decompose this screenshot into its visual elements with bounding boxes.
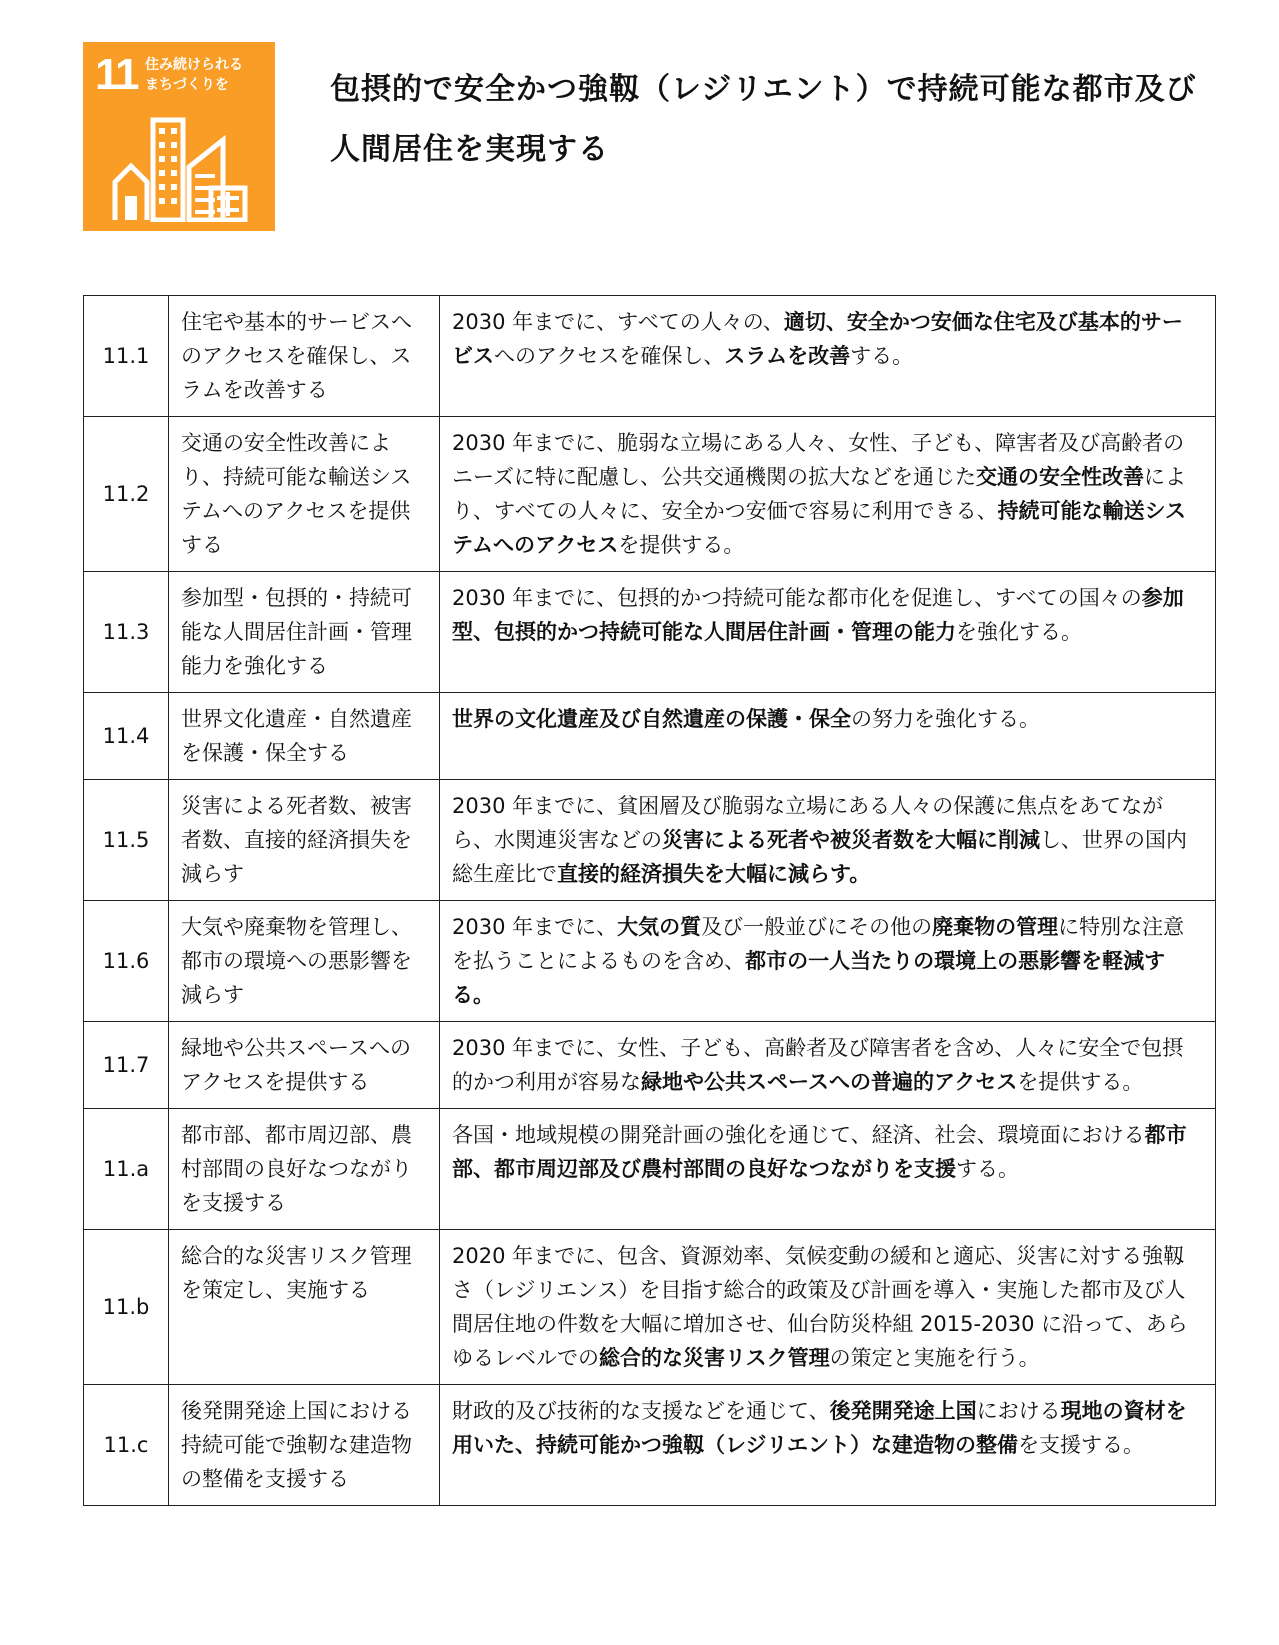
target-row	[84, 693, 1216, 780]
sdg-goal-number: 11	[95, 50, 138, 99]
target-row	[84, 572, 1216, 693]
description-emphasis: 現地の資材を用いた、持続可能かつ強靱（レジリエント）な建造物の整備	[452, 1399, 1187, 1457]
description-text: 財政的及び技術的な支援などを通じて、	[452, 1399, 830, 1423]
description-text: における	[976, 1399, 1061, 1423]
target-description	[440, 693, 1216, 780]
description-emphasis: 廃棄物の管理	[932, 915, 1059, 939]
target-number: 11.7	[84, 1022, 169, 1109]
target-row	[84, 1230, 1216, 1385]
description-text: し、世界の国内総生産比で	[452, 828, 1187, 886]
target-number: 11.4	[84, 693, 169, 780]
target-description	[440, 780, 1216, 901]
description-emphasis: 緑地や公共スペースへの普遍的アクセス	[641, 1070, 1018, 1094]
target-description	[440, 1230, 1216, 1385]
description-text: を強化する。	[956, 620, 1082, 644]
target-number: 11.3	[84, 572, 169, 693]
target-summary: 世界文化遺産・自然遺産を保護・保全する	[169, 693, 440, 780]
description-text: 2030 年までに、包摂的かつ持続可能な都市化を促進し、すべての国々の	[452, 586, 1142, 610]
target-row	[84, 1385, 1216, 1506]
description-emphasis: スラムを改善	[724, 344, 851, 368]
description-emphasis: 後発開発途上国	[829, 1399, 977, 1423]
target-number: 11.5	[84, 780, 169, 901]
description-text: 2030 年までに、	[452, 915, 618, 939]
description-text: 2020 年までに、包含、資源効率、気候変動の緩和と適応、災害に対する強靱さ（レジリエンス）を目指す総合的政策及び計画を導入・実施した都市及び人間居住地の件数を大幅に増加させ、仙台防災枠組 2015-2030 に沿って、あらゆるレベルでの	[452, 1244, 1188, 1370]
target-summary: 後発開発途上国における持続可能で強靭な建造物の整備を支援する	[169, 1385, 440, 1506]
target-number: 11.c	[84, 1385, 169, 1506]
target-row	[84, 296, 1216, 417]
target-number: 11.a	[84, 1109, 169, 1230]
description-text: 2030 年までに、脆弱な立場にある人々、女性、子ども、障害者及び高齢者のニーズに特に配慮し、公共交通機関の拡大などを通じた	[452, 431, 1185, 489]
target-description	[440, 901, 1216, 1022]
target-row	[84, 780, 1216, 901]
description-text: を提供する。	[618, 533, 745, 557]
description-text: 2030 年までに、貧困層及び脆弱な立場にある人々の保護に焦点をあてながら、水関連災害などの	[452, 794, 1164, 852]
sdg-goal-label: 住み続けられる まちづくりを	[145, 57, 243, 93]
description-emphasis: 災害による死者や被災者数を大幅に削減	[662, 828, 1040, 852]
description-emphasis: 交通の安全性改善	[975, 465, 1144, 489]
target-description	[440, 417, 1216, 572]
description-text: へのアクセスを確保し、	[494, 344, 725, 368]
target-number: 11.1	[84, 296, 169, 417]
target-row	[84, 417, 1216, 572]
description-emphasis: 参加型、包摂的かつ持続可能な人間居住計画・管理の能力	[452, 586, 1184, 644]
city-buildings-icon	[111, 112, 251, 222]
description-emphasis: 適切、安全かつ安価な住宅及び基本的サービス	[452, 310, 1183, 368]
description-text: に特別な注意を払うことによるものを含め、	[452, 915, 1185, 973]
target-summary: 緑地や公共スペースへのアクセスを提供する	[169, 1022, 440, 1109]
target-number: 11.2	[84, 417, 169, 572]
target-description	[440, 296, 1216, 417]
description-text: を提供する。	[1017, 1070, 1144, 1094]
description-emphasis: 持続可能な輸送システムへのアクセス	[452, 499, 1186, 557]
target-summary: 交通の安全性改善により、持続可能な輸送システムへのアクセスを提供する	[169, 417, 440, 572]
description-emphasis: 世界の文化遺産及び自然遺産の保護・保全	[452, 707, 851, 731]
target-row	[84, 1109, 1216, 1230]
target-summary: 災害による死者数、被害者数、直接的経済損失を減らす	[169, 780, 440, 901]
target-description	[440, 1109, 1216, 1230]
description-text: の努力を強化する。	[851, 707, 1040, 731]
target-number: 11.b	[84, 1230, 169, 1385]
description-emphasis: 都市の一人当たりの環境上の悪影響を軽減する。	[452, 949, 1166, 1007]
description-text: する。	[850, 344, 914, 368]
description-emphasis: 総合的な災害リスク管理	[599, 1346, 830, 1370]
description-text: の策定と実施を行う。	[829, 1346, 1040, 1370]
description-text: により、すべての人々に、安全かつ安価で容易に利用できる、	[452, 465, 1186, 523]
target-summary: 都市部、都市周辺部、農村部間の良好なつながりを支援する	[169, 1109, 440, 1230]
description-text: 2030 年までに、女性、子ども、高齢者及び障害者を含め、人々に安全で包摂的かつ利用が容易な	[452, 1036, 1184, 1094]
description-emphasis: 大気の質	[617, 915, 702, 939]
target-description	[440, 1022, 1216, 1109]
target-description	[440, 572, 1216, 693]
target-summary: 住宅や基本的サービスへのアクセスを確保し、スラムを改善する	[169, 296, 440, 417]
description-text: 2030 年までに、すべての人々の、	[452, 310, 784, 334]
goal-title: 包摂的で安全かつ強靱（レジリエント）で持続可能な都市及び人間居住を実現する	[330, 72, 1197, 167]
description-text: 各国・地域規模の開発計画の強化を通じて、経済、社会、環境面における	[452, 1123, 1145, 1147]
target-number: 11.6	[84, 901, 169, 1022]
description-emphasis: 都市部、都市周辺部及び農村部間の良好なつながりを支援	[452, 1123, 1187, 1181]
target-summary: 参加型・包摂的・持続可能な人間居住計画・管理能力を強化する	[169, 572, 440, 693]
target-summary: 大気や廃棄物を管理し、都市の環境への悪影響を減らす	[169, 901, 440, 1022]
sdg11-logo	[83, 42, 275, 231]
description-text: する。	[956, 1157, 1019, 1181]
target-row	[84, 901, 1216, 1022]
targets-table	[83, 295, 1216, 1506]
description-emphasis: 直接的経済損失を大幅に減らす。	[557, 862, 871, 886]
target-row	[84, 1022, 1216, 1109]
target-description	[440, 1385, 1216, 1506]
description-text: 及び一般並びにその他の	[701, 915, 933, 939]
description-text: を支援する。	[1018, 1433, 1145, 1457]
target-summary: 総合的な災害リスク管理を策定し、実施する	[169, 1230, 440, 1385]
